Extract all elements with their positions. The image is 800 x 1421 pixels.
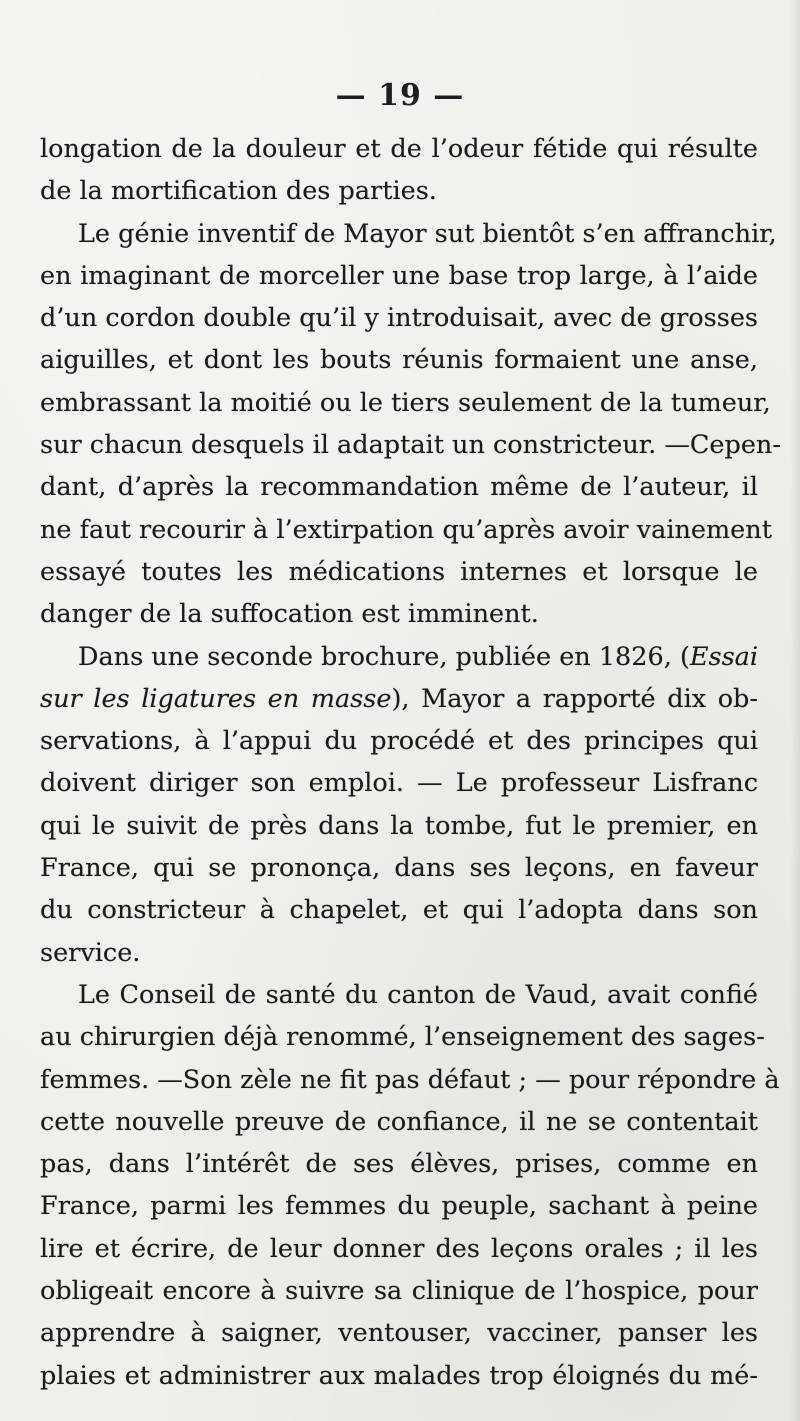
text-line: apprendre à saigner, ventouser, vacciner, panser les xyxy=(40,1318,758,1349)
page-edge-shadow xyxy=(790,0,800,1421)
paragraph xyxy=(40,974,780,1397)
text-line xyxy=(40,636,758,678)
text-line: danger de la suffocation est imminent. xyxy=(40,599,539,630)
italic-title: sur les ligatures en masse xyxy=(40,683,392,714)
text-line: en imaginant de morceller une base trop large, à l’aide xyxy=(40,260,758,291)
text-line: dant, d’après la recommandation même de l’auteur, il xyxy=(40,472,758,503)
text-line: de la mortification des parties. xyxy=(40,176,437,207)
text-line: aiguilles, et dont les bouts réunis formaient une anse, xyxy=(40,345,758,376)
text-segment: ), Mayor a rapporté dix ob- xyxy=(391,683,758,714)
text-line: cette nouvelle preuve de confiance, il ne se contentait xyxy=(40,1106,758,1137)
text-line xyxy=(40,678,758,720)
text-line: sur chacun desquels il adaptait un constricteur. —Cepen- xyxy=(40,430,781,461)
paragraph xyxy=(40,128,758,213)
text-line: France, parmi les femmes du peuple, sachant à peine xyxy=(40,1191,758,1222)
text-line: essayé toutes les médications internes et lorsque le xyxy=(40,556,758,587)
text-line: obligeait encore à suivre sa clinique de l’hospice, pour xyxy=(40,1276,758,1307)
text-line: Le Conseil de santé du canton de Vaud, avait confié xyxy=(78,979,758,1010)
text-line: plaies et administrer aux malades trop éloignés du mé- xyxy=(40,1360,758,1391)
text-line: servations, à l’appui du procédé et des principes qui xyxy=(40,726,758,757)
text-line: longation de la douleur et de l’odeur fétide qui résulte xyxy=(40,134,758,164)
text-line: France, qui se prononça, dans ses leçons, en faveur xyxy=(40,853,758,884)
text-line: femmes. —Son zèle ne fit pas défaut ; — pour répondre à xyxy=(40,1064,780,1095)
text-line: Le génie inventif de Mayor sut bientôt s’en affranchir, xyxy=(78,218,777,249)
text-line: doivent diriger son emploi. — Le professeur Lisfranc xyxy=(40,768,758,799)
page-number: — 19 — xyxy=(335,78,465,113)
text-line: qui le suivit de près dans la tombe, fut le premier, en xyxy=(40,810,758,841)
text-line: service. xyxy=(40,937,141,968)
italic-title: Essai xyxy=(689,641,759,672)
text-segment: Dans une seconde brochure, publiée en 1826, ( xyxy=(78,641,690,672)
page-body-text xyxy=(40,128,781,1397)
text-line: lire et écrire, de leur donner des leçons orales ; il les xyxy=(40,1233,758,1264)
text-line: pas, dans l’intérêt de ses élèves, prises, comme en xyxy=(40,1149,758,1180)
text-line: du constricteur à chapelet, et qui l’adopta dans son xyxy=(40,895,758,926)
text-line: embrassant la moitié ou le tiers seulement de la tumeur, xyxy=(40,387,771,418)
text-line: ne faut recourir à l’extirpation qu’après avoir vainement xyxy=(40,514,772,545)
text-line: au chirurgien déjà renommé, l’enseignement des sages- xyxy=(40,1022,765,1053)
paragraph xyxy=(40,636,758,974)
text-line: d’un cordon double qu’il y introduisait, avec de grosses xyxy=(40,303,758,334)
paragraph xyxy=(40,213,781,636)
